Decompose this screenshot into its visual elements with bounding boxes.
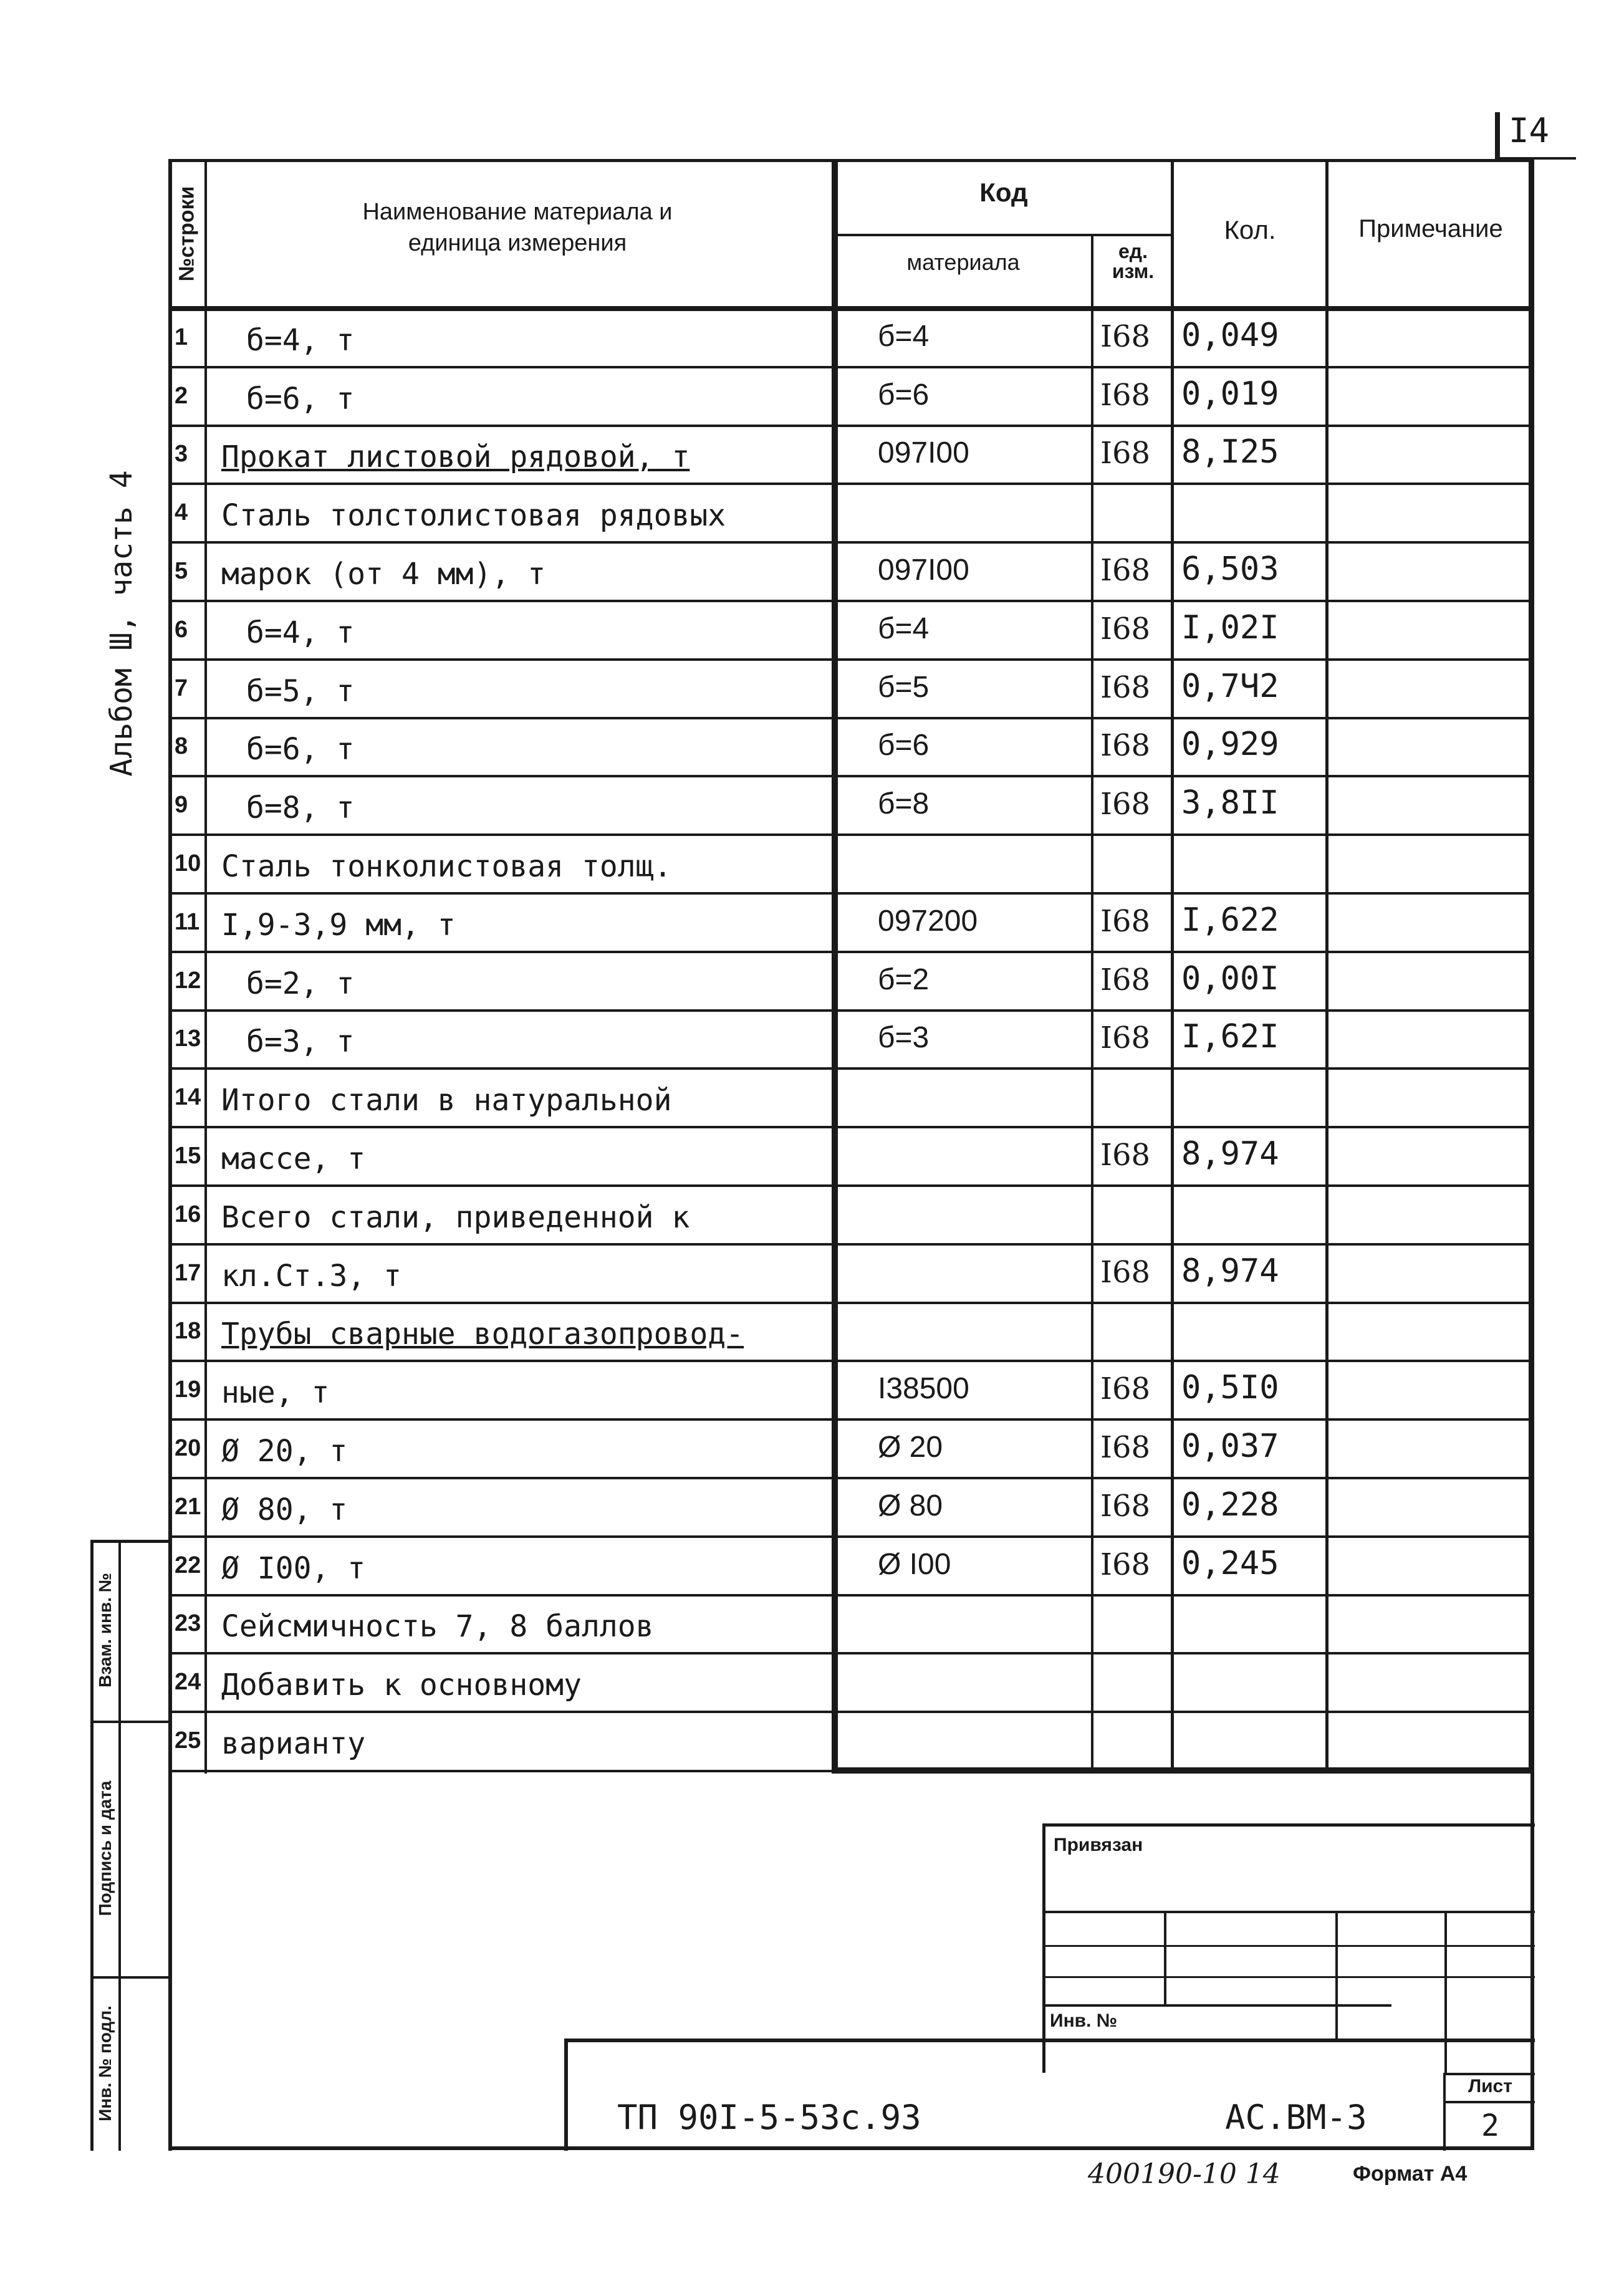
quantity-value: 8,974 (1181, 1252, 1279, 1290)
row-number-column-divider (204, 159, 207, 1774)
unit-code: I68 (1100, 319, 1151, 354)
header-row-number-label: №строки (175, 186, 199, 282)
header-code-label: Код (979, 178, 1028, 207)
quantity-value: 0,049 (1181, 316, 1279, 354)
material-name: б=4, т (246, 322, 355, 358)
privyazan-top (1042, 1823, 1535, 1827)
table-row (168, 1069, 1534, 1127)
privyazan-row-3 (1042, 1976, 1535, 1978)
row-number: 6 (175, 616, 188, 643)
material-name: I,9-3,9 мм, т (221, 907, 456, 943)
unit-code: I68 (1100, 728, 1151, 764)
privyazan-col-1 (1164, 1911, 1166, 2004)
row-number: 15 (175, 1143, 201, 1169)
name-column-divider (832, 159, 838, 1774)
row-number: 24 (175, 1669, 201, 1696)
table-row (168, 660, 1534, 718)
table-row (168, 1478, 1534, 1537)
unit-code: I68 (1100, 1021, 1151, 1056)
material-name: Ø 20, т (221, 1434, 348, 1469)
table-row (168, 1186, 1534, 1244)
unit-code: I68 (1100, 377, 1151, 413)
table-row (168, 542, 1534, 601)
sheet-cell-top (1443, 2073, 1535, 2075)
table-row (168, 1244, 1534, 1303)
quantity-value: 8,974 (1181, 1135, 1279, 1173)
row-number: 25 (175, 1727, 201, 1754)
unit-column-divider (1171, 159, 1174, 1774)
row-number: 17 (175, 1259, 201, 1286)
unit-code: I68 (1100, 553, 1151, 588)
unit-code: I68 (1100, 962, 1151, 997)
privyazan-block (1042, 1823, 1535, 2073)
row-number: 9 (175, 792, 188, 819)
side-stamp-inv-original: Инв. № подл. (95, 2005, 115, 2121)
unit-code: I68 (1100, 1138, 1151, 1173)
material-code: б=5 (878, 670, 930, 704)
row-number: 10 (175, 850, 201, 877)
quantity-value: I,622 (1181, 901, 1279, 939)
material-code: Ø I00 (878, 1547, 951, 1581)
material-code: б=6 (878, 729, 930, 762)
header-material-code-label: материала (906, 249, 1020, 275)
privyazan-left (1042, 1823, 1045, 2073)
unit-code: I68 (1100, 787, 1151, 822)
material-name: б=4, т (246, 615, 355, 650)
table-left-border (168, 159, 172, 1774)
unit-code: I68 (1100, 670, 1151, 705)
material-name: б=5, т (246, 673, 355, 709)
material-name: Прокат листовой рядовой, т (221, 439, 690, 475)
row-number: 23 (175, 1610, 201, 1637)
quantity-column-divider (1325, 159, 1329, 1774)
material-name: Сталь толстолистовая рядовых (221, 498, 726, 534)
material-name: Ø 80, т (221, 1492, 348, 1527)
quantity-value: 0,228 (1181, 1486, 1279, 1524)
quantity-value: 8,I25 (1181, 433, 1279, 471)
side-stamp (90, 1540, 168, 2151)
header-quantity-label: Кол. (1224, 215, 1276, 244)
quantity-value: 3,8II (1181, 784, 1279, 822)
table-bottom-border-left (168, 1770, 835, 1772)
material-code: б=3 (878, 1021, 930, 1055)
quantity-value: 0,019 (1181, 375, 1279, 413)
material-code: Ø 80 (878, 1489, 943, 1522)
row-number: 1 (175, 324, 188, 350)
table-row (168, 776, 1534, 835)
unit-code: I68 (1100, 1254, 1151, 1290)
table-row (168, 1011, 1534, 1069)
material-code-column-divider (1091, 234, 1093, 1774)
material-code: I38500 (878, 1372, 969, 1406)
table-row (168, 952, 1534, 1011)
side-stamp-row-2 (90, 1976, 168, 1979)
sheet-label: Лист (1468, 2076, 1512, 2096)
material-name: марок (от 4 мм), т (221, 557, 546, 592)
page-number-mark (1495, 112, 1500, 157)
table-top-border (168, 159, 1534, 162)
privyazan-label: Привязан (1054, 1835, 1143, 1855)
table-row (168, 1712, 1534, 1770)
row-number: 5 (175, 558, 188, 585)
material-code: б=6 (878, 378, 930, 411)
row-number: 2 (175, 382, 188, 409)
header-name-label: Наименование материала и единица измерения (362, 199, 673, 256)
material-name: б=6, т (246, 732, 355, 767)
material-code: 097I00 (878, 436, 969, 470)
material-code: Ø 20 (878, 1431, 943, 1464)
table-row (168, 426, 1534, 484)
table-row (168, 1361, 1534, 1419)
sheet-cell-divider (1443, 2101, 1535, 2103)
table-row (168, 1127, 1534, 1186)
table-row (168, 893, 1534, 952)
row-number: 3 (175, 441, 188, 468)
row-number: 20 (175, 1435, 201, 1462)
unit-code: I68 (1100, 1371, 1151, 1407)
material-code: б=4 (878, 319, 930, 353)
material-name: варианту (221, 1726, 366, 1762)
unit-code: I68 (1100, 1488, 1151, 1524)
quantity-value: 0,5I0 (1181, 1369, 1279, 1407)
sheet-number: 2 (1481, 2108, 1499, 2143)
document-code: ТП 90I-5-53с.93 (617, 2098, 921, 2137)
quantity-value: 0,7Ч2 (1181, 667, 1279, 705)
table-row (168, 484, 1534, 542)
header-unit-code-label: ед. изм. (1112, 240, 1155, 282)
material-name: б=2, т (246, 966, 355, 1001)
material-name: Сталь тонколистовая толщ. (221, 849, 672, 885)
table-row (168, 1303, 1534, 1362)
row-number: 11 (175, 908, 200, 935)
row-number: 8 (175, 733, 188, 760)
table-row (168, 1595, 1534, 1654)
material-code: б=2 (878, 963, 930, 996)
page-number: I4 (1509, 111, 1550, 150)
handwritten-archive-number: 400190-10 14 (1088, 2158, 1280, 2190)
privyazan-inv-label: Инв. № (1050, 2010, 1118, 2031)
table-row (168, 601, 1534, 660)
quantity-value: 0,245 (1181, 1544, 1279, 1582)
title-stamp-left (564, 2039, 568, 2151)
material-name: массе, т (221, 1141, 366, 1177)
header-code-divider (834, 234, 1172, 236)
row-number: 14 (175, 1084, 201, 1111)
material-name: Ø I00, т (221, 1550, 366, 1586)
side-stamp-divider (118, 1540, 121, 2151)
table-row (168, 835, 1534, 893)
title-stamp (564, 2039, 1535, 2151)
table-row (168, 1537, 1534, 1595)
materials-table (168, 159, 1534, 1774)
side-stamp-signature-date: Подпись и дата (95, 1780, 115, 1916)
quantity-value: 0,00I (1181, 959, 1279, 997)
material-name: Всего стали, приведенной к (221, 1199, 690, 1235)
side-stamp-replacement-inv: Взам. инв. № (95, 1573, 115, 1688)
side-stamp-left (90, 1540, 94, 2151)
row-number: 19 (175, 1376, 201, 1403)
row-number: 21 (175, 1493, 201, 1520)
quantity-value: I,62I (1181, 1018, 1279, 1056)
quantity-value: 0,929 (1181, 726, 1279, 764)
table-row (168, 1419, 1534, 1478)
table-row (168, 367, 1534, 426)
format-label: Формат А4 (1353, 2162, 1468, 2186)
privyazan-row-1 (1042, 1911, 1535, 1913)
row-number: 13 (175, 1025, 201, 1052)
material-name: ные, т (221, 1375, 330, 1411)
table-body (168, 309, 1534, 1770)
table-right-border (1529, 159, 1534, 1774)
row-number: 18 (175, 1318, 201, 1345)
frame-left-border (168, 1774, 172, 2151)
material-name: кл.Ст.3, т (221, 1258, 401, 1294)
privyazan-row-2 (1042, 1945, 1535, 1947)
material-code: б=4 (878, 612, 930, 645)
material-name: б=6, т (246, 381, 355, 416)
quantity-value: I,02I (1181, 608, 1279, 646)
material-name: Добавить к основному (221, 1668, 582, 1703)
row-number: 22 (175, 1552, 201, 1578)
row-number: 12 (175, 967, 201, 994)
sheet-code: АС.ВМ-3 (1225, 2098, 1367, 2137)
row-number: 4 (175, 499, 188, 526)
material-name: б=8, т (246, 790, 355, 826)
unit-code: I68 (1100, 1430, 1151, 1466)
privyazan-col-2 (1335, 1911, 1338, 2042)
material-name: б=3, т (246, 1024, 355, 1060)
table-row (168, 309, 1534, 367)
row-number: 7 (175, 675, 188, 701)
title-stamp-top (564, 2039, 1535, 2042)
material-code: б=8 (878, 787, 930, 821)
side-stamp-row-1 (90, 1721, 168, 1723)
material-code: 097200 (878, 904, 978, 938)
album-side-label: Альбом Ш, часть 4 (104, 470, 139, 777)
unit-code: I68 (1100, 611, 1151, 646)
header-note-label: Примечание (1358, 215, 1503, 243)
material-name: Сейсмичность 7, 8 баллов (221, 1609, 654, 1645)
unit-code: I68 (1100, 1547, 1151, 1582)
unit-code: I68 (1100, 436, 1151, 471)
material-code: 097I00 (878, 554, 969, 587)
table-row (168, 718, 1534, 777)
unit-code: I68 (1100, 903, 1151, 939)
row-number: 16 (175, 1201, 201, 1227)
sheet-cell-left (1443, 2073, 1446, 2151)
material-name: Итого стали в натуральной (221, 1083, 672, 1118)
header-row-number-cell (168, 159, 206, 309)
table-bottom-border-right (832, 1767, 1534, 1774)
quantity-value: 6,503 (1181, 550, 1279, 588)
privyazan-row-4 (1042, 2004, 1391, 2007)
table-row (168, 1653, 1534, 1712)
material-name: Трубы сварные водогазопровод- (221, 1317, 744, 1352)
side-stamp-top (90, 1540, 168, 1543)
quantity-value: 0,037 (1181, 1428, 1279, 1466)
